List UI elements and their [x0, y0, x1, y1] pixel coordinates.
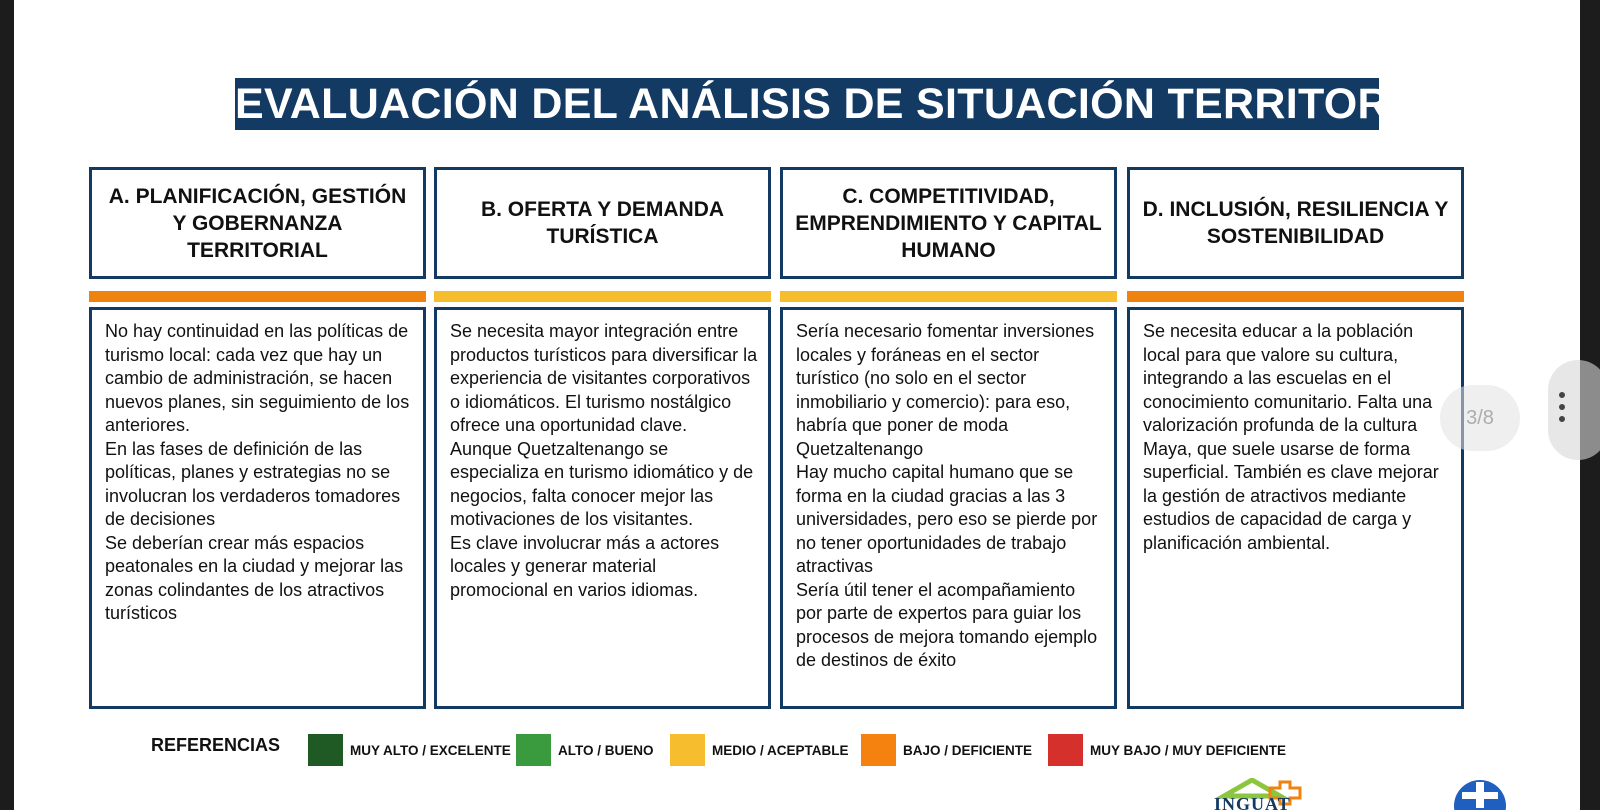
legend-item-bajo	[861, 733, 1032, 767]
presentation-slide	[14, 0, 1580, 810]
column-c-rating-bar	[780, 291, 1117, 302]
column-a-heading: A. PLANIFICACIÓN, GESTIÓN Y GOBERNANZA TERRITORIAL	[89, 167, 426, 279]
legend-item-muy-bajo	[1048, 733, 1286, 767]
column-d-heading: D. INCLUSIÓN, RESILIENCIA Y SOSTENIBILIDAD	[1127, 167, 1464, 279]
legend-label: BAJO / DEFICIENTE	[903, 742, 1033, 758]
inguat-logo	[1210, 778, 1340, 810]
column-b-heading: B. OFERTA Y DEMANDA TURÍSTICA	[434, 167, 771, 279]
column-b-text: Se necesita mayor integración entre productos turísticos para diversificar la experiencia de visitantes corporativos o idiomáticos. El turismo nostálgico ofrece una oportunidad clave. Aunque Quetzaltenango se especializa en turismo idiomático y de negocios, falta conocer mejor las motivaciones de los visitantes. Es clave involucrar más a actores locales y generar material promocional en varios idiomas.	[434, 307, 771, 709]
legend-item-muy-alto	[308, 733, 511, 767]
column-a-text: No hay continuidad en las políticas de turismo local: cada vez que hay un cambio de administración, se hacen nuevos planes, sin seguimiento de los anteriores. En las fases de definición de las políticas, planes y estrategias no se involucran los verdaderos tomadores de decisiones Se deberían crear más espacios peatonales en la ciudad y mejorar las zonas colindantes de los atractivos turísticos	[89, 307, 426, 709]
column-b-rating-bar	[434, 291, 771, 302]
column-c-text: Sería necesario fomentar inversiones locales y foráneas en el sector turístico (no solo en el sector inmobiliario y comercio): para eso, habría que poner de moda Quetzaltenango Hay mucho capital humano que se forma en la ciudad gracias a las 3 universidades, pero eso se pierde por no tener oportunidades de trabajo atractivas Sería útil tener el acompañamiento por parte de expertos para guiar los procesos de mejora tomando ejemplo de destinos de éxito	[780, 307, 1117, 709]
column-c-heading: C. COMPETITIVIDAD, EMPRENDIMIENTO Y CAPITAL HUMANO	[780, 167, 1117, 279]
legend-swatch	[1048, 734, 1083, 766]
column-d-rating-bar	[1127, 291, 1464, 302]
inguat-logo-text: INGUAT	[1214, 794, 1291, 810]
legend-label: ALTO / BUENO	[558, 742, 654, 758]
legend-label: MUY BAJO / MUY DEFICIENTE	[1090, 742, 1287, 758]
legend-swatch	[670, 734, 705, 766]
legend-title: REFERENCIAS	[151, 735, 281, 755]
legend-item-medio	[670, 733, 849, 767]
legend-label: MEDIO / ACEPTABLE	[712, 742, 849, 758]
more-dot-icon	[1559, 416, 1565, 422]
slide-title: EVALUACIÓN DEL ANÁLISIS DE SITUACIÓN TERRITORIAL	[235, 80, 1460, 128]
legend-label: MUY ALTO / EXCELENTE	[350, 742, 511, 758]
legend-item-alto	[516, 733, 654, 767]
more-options-button[interactable]	[1548, 360, 1600, 460]
institution-logo	[1450, 778, 1510, 810]
page-indicator: 3/8	[1440, 385, 1520, 451]
more-dot-icon	[1559, 392, 1565, 398]
column-a-rating-bar	[89, 291, 426, 302]
legend-swatch	[861, 734, 896, 766]
legend-swatch	[516, 734, 551, 766]
column-d-text: Se necesita educar a la población local para que valore su cultura, integrando a las escuelas en el conocimiento comunitario. Falta una valorización profunda de la cultura Maya, que suele usarse de forma superficial. También es clave mejorar la gestión de atractivos mediante estudios de capacidad de carga y planificación ambiental.	[1127, 307, 1464, 709]
more-dot-icon	[1559, 404, 1565, 410]
legend-swatch	[308, 734, 343, 766]
